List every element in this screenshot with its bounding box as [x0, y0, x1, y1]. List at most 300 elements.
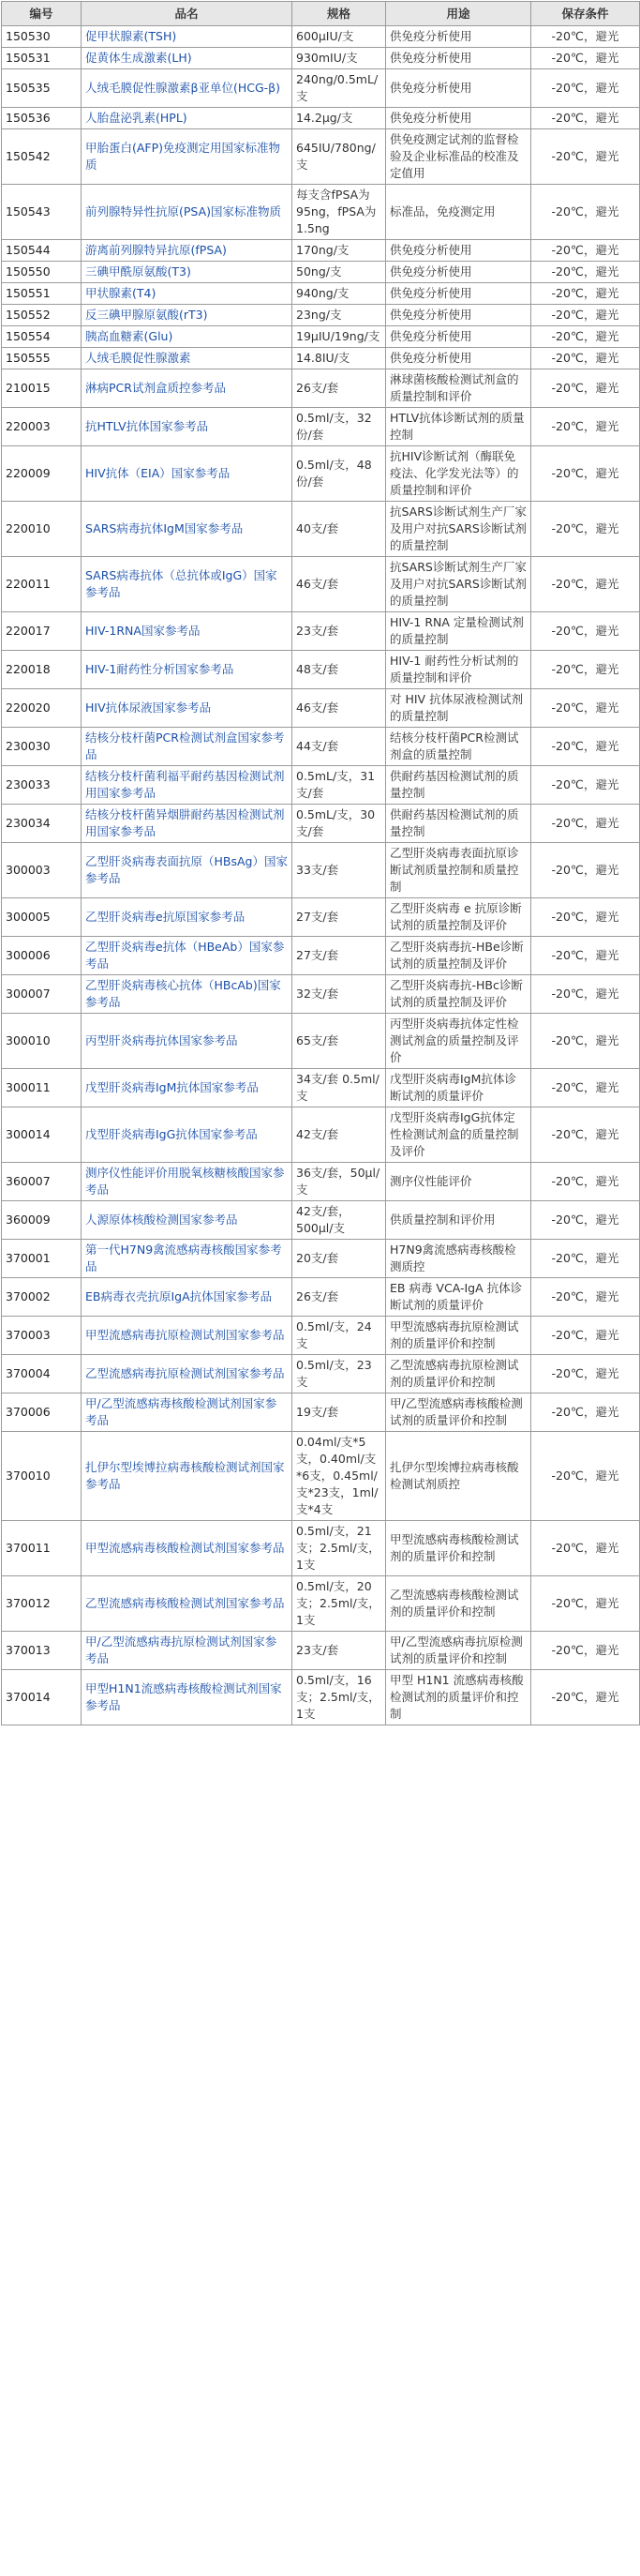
table-row — [2, 1240, 640, 1278]
product-name-link[interactable]: EB病毒衣壳抗原IgA抗体国家参考品 — [85, 1289, 273, 1303]
use-cell: 供免疫分析使用 — [386, 283, 531, 305]
storage-cell: -20℃，避光 — [531, 975, 640, 1014]
spec-cell: 20支/套 — [292, 1240, 386, 1278]
table-row — [2, 728, 640, 766]
storage-cell: -20℃，避光 — [531, 898, 640, 937]
storage-cell: -20℃，避光 — [531, 1201, 640, 1240]
table-row — [2, 1201, 640, 1240]
use-cell: 乙型流感病毒核酸检测试剂的质量评价和控制 — [386, 1576, 531, 1632]
name-cell — [82, 1163, 292, 1201]
code-cell: 370011 — [2, 1521, 82, 1576]
code-cell: 300010 — [2, 1014, 82, 1069]
product-name-link[interactable]: 前列腺特异性抗原(PSA)国家标准物质 — [85, 204, 282, 218]
code-cell: 150554 — [2, 326, 82, 348]
spec-cell: 26支/套 — [292, 1278, 386, 1317]
product-name-link[interactable]: 甲型H1N1流感病毒核酸检测试剂国家参考品 — [85, 1681, 282, 1712]
code-cell: 150552 — [2, 305, 82, 326]
code-cell: 370006 — [2, 1393, 82, 1432]
use-cell: HIV-1 耐药性分析试剂的质量控制和评价 — [386, 651, 531, 689]
table-row — [2, 689, 640, 728]
code-cell: 230030 — [2, 728, 82, 766]
use-cell: 供免疫分析使用 — [386, 26, 531, 48]
spec-cell: 0.5ml/支，24支 — [292, 1317, 386, 1355]
name-cell — [82, 766, 292, 805]
storage-cell: -20℃，避光 — [531, 1163, 640, 1201]
table-row — [2, 305, 640, 326]
header-storage: 保存条件 — [531, 2, 640, 26]
spec-cell: 27支/套 — [292, 937, 386, 975]
product-name-link[interactable]: 结核分枝杆菌利福平耐药基因检测试剂用国家参考品 — [85, 769, 285, 800]
use-cell: 供免疫测定试剂的监督检验及企业标准品的校准及定值用 — [386, 129, 531, 185]
storage-cell: -20℃，避光 — [531, 502, 640, 557]
use-cell: 供耐药基因检测试剂的质量控制 — [386, 766, 531, 805]
name-cell — [82, 369, 292, 408]
table-row — [2, 843, 640, 898]
storage-cell: -20℃，避光 — [531, 805, 640, 843]
name-cell — [82, 937, 292, 975]
use-cell: HIV-1 RNA 定量检测试剂的质量控制 — [386, 612, 531, 651]
name-cell — [82, 348, 292, 369]
use-cell: 供免疫分析使用 — [386, 69, 531, 108]
use-cell: 对 HIV 抗体尿液检测试剂的质量控制 — [386, 689, 531, 728]
use-cell: 抗SARS诊断试剂生产厂家及用户对抗SARS诊断试剂的质量控制 — [386, 557, 531, 612]
use-cell: 供免疫分析使用 — [386, 108, 531, 129]
product-name-link[interactable]: HIV抗体尿液国家参考品 — [85, 700, 212, 715]
code-cell: 300011 — [2, 1069, 82, 1107]
spec-cell: 0.5ml/支，23支 — [292, 1355, 386, 1393]
name-cell — [82, 283, 292, 305]
name-cell — [82, 1014, 292, 1069]
storage-cell: -20℃，避光 — [531, 26, 640, 48]
code-cell: 150542 — [2, 129, 82, 185]
table-row — [2, 1317, 640, 1355]
product-name-link[interactable]: 乙型肝炎病毒核心抗体（HBcAb)国家参考品 — [85, 978, 281, 1009]
code-cell: 220009 — [2, 446, 82, 502]
spec-cell: 0.04ml/支*5支，0.40ml/支*6支，0.45ml/支*23支，1ml/支*4支 — [292, 1432, 386, 1521]
use-cell: 结核分枝杆菌PCR检测试剂盒的质量控制 — [386, 728, 531, 766]
name-cell — [82, 898, 292, 937]
name-cell — [82, 1632, 292, 1670]
spec-cell: 19支/套 — [292, 1393, 386, 1432]
table-row — [2, 408, 640, 446]
product-name-link[interactable]: 第一代H7N9禽流感病毒核酸国家参考品 — [85, 1243, 282, 1273]
table-row — [2, 612, 640, 651]
product-name-link[interactable]: 人胎盘泌乳素(HPL) — [85, 111, 187, 125]
storage-cell: -20℃，避光 — [531, 1107, 640, 1163]
spec-cell: 50ng/支 — [292, 262, 386, 283]
use-cell: 供免疫分析使用 — [386, 240, 531, 262]
storage-cell: -20℃，避光 — [531, 1521, 640, 1576]
name-cell — [82, 305, 292, 326]
code-cell: 150544 — [2, 240, 82, 262]
product-name-link[interactable]: 测序仪性能评价用脱氧核糖核酸国家参考品 — [85, 1166, 285, 1197]
name-cell — [82, 1107, 292, 1163]
product-name-link[interactable]: 甲/乙型流感病毒核酸检测试剂国家参考品 — [85, 1396, 277, 1427]
use-cell: 戊型肝炎病毒IgG抗体定性检测试剂盒的质量控制及评价 — [386, 1107, 531, 1163]
table-row — [2, 262, 640, 283]
use-cell: 甲型流感病毒抗原检测试剂的质量评价和控制 — [386, 1317, 531, 1355]
spec-cell: 23ng/支 — [292, 305, 386, 326]
use-cell: 乙型肝炎病毒 e 抗原诊断试剂的质量控制及评价 — [386, 898, 531, 937]
code-cell: 370003 — [2, 1317, 82, 1355]
spec-cell: 0.5ml/支，20支；2.5ml/支，1支 — [292, 1576, 386, 1632]
product-name-link[interactable]: 甲型流感病毒核酸检测试剂国家参考品 — [85, 1541, 285, 1555]
table-row — [2, 975, 640, 1014]
spec-cell: 33支/套 — [292, 843, 386, 898]
table-row — [2, 69, 640, 108]
spec-cell: 46支/套 — [292, 557, 386, 612]
storage-cell: -20℃，避光 — [531, 69, 640, 108]
name-cell — [82, 1201, 292, 1240]
table-row — [2, 1670, 640, 1725]
storage-cell: -20℃，避光 — [531, 1317, 640, 1355]
code-cell: 150531 — [2, 48, 82, 69]
name-cell — [82, 262, 292, 283]
code-cell: 370014 — [2, 1670, 82, 1725]
product-name-link[interactable]: 扎伊尔型埃博拉病毒核酸检测试剂国家参考品 — [85, 1460, 285, 1491]
spec-cell: 170ng/支 — [292, 240, 386, 262]
table-row — [2, 1163, 640, 1201]
code-cell: 370012 — [2, 1576, 82, 1632]
use-cell: 甲/乙型流感病毒核酸检测试剂的质量评价和控制 — [386, 1393, 531, 1432]
table-row — [2, 326, 640, 348]
table-row — [2, 1393, 640, 1432]
header-spec: 规格 — [292, 2, 386, 26]
table-header-row — [2, 2, 640, 26]
spec-cell: 940ng/支 — [292, 283, 386, 305]
spec-cell: 36支/套，50μl/支 — [292, 1163, 386, 1201]
use-cell: 供免疫分析使用 — [386, 348, 531, 369]
use-cell: 戊型肝炎病毒IgM抗体诊断试剂的质量评价 — [386, 1069, 531, 1107]
product-name-link[interactable]: 反三碘甲腺原氨酸(rT3) — [85, 308, 208, 322]
product-name-link[interactable]: 乙型肝炎病毒e抗体（HBeAb）国家参考品 — [85, 940, 285, 971]
code-cell: 150550 — [2, 262, 82, 283]
code-cell: 150536 — [2, 108, 82, 129]
name-cell — [82, 240, 292, 262]
table-row — [2, 937, 640, 975]
use-cell: 供免疫分析使用 — [386, 48, 531, 69]
name-cell — [82, 1355, 292, 1393]
table-body — [2, 26, 640, 1725]
name-cell — [82, 26, 292, 48]
storage-cell: -20℃，避光 — [531, 408, 640, 446]
spec-cell: 每支含fPSA为95ng，fPSA为1.5ng — [292, 185, 386, 240]
header-code: 编号 — [2, 2, 82, 26]
name-cell — [82, 502, 292, 557]
storage-cell: -20℃，避光 — [531, 1632, 640, 1670]
name-cell — [82, 1278, 292, 1317]
code-cell: 300014 — [2, 1107, 82, 1163]
name-cell — [82, 408, 292, 446]
use-cell: 淋球菌核酸检测试剂盒的质量控制和评价 — [386, 369, 531, 408]
use-cell: 甲型流感病毒核酸检测试剂的质量评价和控制 — [386, 1521, 531, 1576]
table-row — [2, 283, 640, 305]
spec-cell: 42支/套 — [292, 1107, 386, 1163]
product-name-link[interactable]: 三碘甲酰原氨酸(T3) — [85, 264, 191, 279]
table-row — [2, 240, 640, 262]
code-cell: 150555 — [2, 348, 82, 369]
spec-cell: 600μIU/支 — [292, 26, 386, 48]
header-name: 品名 — [82, 2, 292, 26]
reference-materials-table — [1, 1, 640, 1725]
storage-cell: -20℃，避光 — [531, 348, 640, 369]
product-name-link[interactable]: 淋病PCR试剂盒质控参考品 — [85, 381, 226, 395]
table-row — [2, 1632, 640, 1670]
spec-cell: 65支/套 — [292, 1014, 386, 1069]
code-cell: 300007 — [2, 975, 82, 1014]
spec-cell: 27支/套 — [292, 898, 386, 937]
spec-cell: 0.5ml/支，16支；2.5ml/支，1支 — [292, 1670, 386, 1725]
storage-cell: -20℃，避光 — [531, 1278, 640, 1317]
use-cell: 供质量控制和评价用 — [386, 1201, 531, 1240]
code-cell: 230034 — [2, 805, 82, 843]
name-cell — [82, 612, 292, 651]
name-cell — [82, 1317, 292, 1355]
use-cell: 抗HIV诊断试剂（酶联免疫法、化学发光法等）的质量控制和评价 — [386, 446, 531, 502]
spec-cell: 46支/套 — [292, 689, 386, 728]
code-cell: 150535 — [2, 69, 82, 108]
name-cell — [82, 1432, 292, 1521]
use-cell: 甲/乙型流感病毒抗原检测试剂的质量评价和控制 — [386, 1632, 531, 1670]
table-row — [2, 48, 640, 69]
code-cell: 230033 — [2, 766, 82, 805]
storage-cell: -20℃，避光 — [531, 1393, 640, 1432]
table-row — [2, 446, 640, 502]
name-cell — [82, 48, 292, 69]
storage-cell: -20℃，避光 — [531, 843, 640, 898]
table-row — [2, 805, 640, 843]
spec-cell: 645IU/780ng/支 — [292, 129, 386, 185]
table-row — [2, 185, 640, 240]
storage-cell: -20℃，避光 — [531, 1355, 640, 1393]
product-name-link[interactable]: 结核分枝杆菌异烟肼耐药基因检测试剂用国家参考品 — [85, 807, 285, 838]
storage-cell: -20℃，避光 — [531, 129, 640, 185]
use-cell: 乙型肝炎病毒表面抗原诊断试剂质量控制和质量控制 — [386, 843, 531, 898]
product-name-link[interactable]: 结核分枝杆菌PCR检测试剂盒国家参考品 — [85, 731, 285, 761]
spec-cell: 0.5mL/支，31支/套 — [292, 766, 386, 805]
name-cell — [82, 728, 292, 766]
table-row — [2, 129, 640, 185]
use-cell: 供免疫分析使用 — [386, 305, 531, 326]
name-cell — [82, 1240, 292, 1278]
use-cell: 标准品，免疫测定用 — [386, 185, 531, 240]
name-cell — [82, 185, 292, 240]
code-cell: 220018 — [2, 651, 82, 689]
storage-cell: -20℃，避光 — [531, 557, 640, 612]
storage-cell: -20℃，避光 — [531, 766, 640, 805]
table-row — [2, 557, 640, 612]
product-name-link[interactable]: 抗HTLV抗体国家参考品 — [85, 419, 209, 433]
storage-cell: -20℃，避光 — [531, 262, 640, 283]
use-cell: H7N9禽流感病毒核酸检测质控 — [386, 1240, 531, 1278]
storage-cell: -20℃，避光 — [531, 689, 640, 728]
name-cell — [82, 326, 292, 348]
spec-cell: 26支/套 — [292, 369, 386, 408]
table-row — [2, 1014, 640, 1069]
storage-cell: -20℃，避光 — [531, 369, 640, 408]
name-cell — [82, 129, 292, 185]
spec-cell: 23支/套 — [292, 612, 386, 651]
spec-cell: 23支/套 — [292, 1632, 386, 1670]
spec-cell: 48支/套 — [292, 651, 386, 689]
use-cell: EB 病毒 VCA-IgA 抗体诊断试剂的质量评价 — [386, 1278, 531, 1317]
table-row — [2, 651, 640, 689]
product-name-link[interactable]: SARS病毒抗体IgM国家参考品 — [85, 521, 244, 535]
code-cell: 210015 — [2, 369, 82, 408]
name-cell — [82, 843, 292, 898]
spec-cell: 0.5ml/支，48份/套 — [292, 446, 386, 502]
table-row — [2, 348, 640, 369]
storage-cell: -20℃，避光 — [531, 326, 640, 348]
product-name-link[interactable]: 乙型肝炎病毒e抗原国家参考品 — [85, 910, 246, 924]
name-cell — [82, 805, 292, 843]
code-cell: 360007 — [2, 1163, 82, 1201]
code-cell: 300005 — [2, 898, 82, 937]
storage-cell: -20℃，避光 — [531, 108, 640, 129]
spec-cell: 240ng/0.5mL/支 — [292, 69, 386, 108]
spec-cell: 44支/套 — [292, 728, 386, 766]
code-cell: 220020 — [2, 689, 82, 728]
spec-cell: 42支/套，500μl/支 — [292, 1201, 386, 1240]
code-cell: 150543 — [2, 185, 82, 240]
product-name-link[interactable]: 游离前列腺特异抗原(fPSA) — [85, 243, 227, 257]
code-cell: 220010 — [2, 502, 82, 557]
storage-cell: -20℃，避光 — [531, 48, 640, 69]
storage-cell: -20℃，避光 — [531, 651, 640, 689]
product-name-link[interactable]: 戊型肝炎病毒IgG抗体国家参考品 — [85, 1127, 258, 1141]
storage-cell: -20℃，避光 — [531, 612, 640, 651]
code-cell: 220017 — [2, 612, 82, 651]
spec-cell: 0.5mL/支，30支/套 — [292, 805, 386, 843]
use-cell: 供耐药基因检测试剂的质量控制 — [386, 805, 531, 843]
use-cell: 甲型 H1N1 流感病毒核酸检测试剂的质量评价和控制 — [386, 1670, 531, 1725]
name-cell — [82, 446, 292, 502]
storage-cell: -20℃，避光 — [531, 446, 640, 502]
table-row — [2, 1278, 640, 1317]
use-cell: 抗SARS诊断试剂生产厂家及用户对抗SARS诊断试剂的质量控制 — [386, 502, 531, 557]
product-name-link[interactable]: 甲/乙型流感病毒抗原检测试剂国家参考品 — [85, 1634, 277, 1665]
product-name-link[interactable]: 甲胎蛋白(AFP)免疫测定用国家标准物质 — [85, 141, 281, 172]
table-row — [2, 766, 640, 805]
use-cell: HTLV抗体诊断试剂的质量控制 — [386, 408, 531, 446]
storage-cell: -20℃，避光 — [531, 1069, 640, 1107]
spec-cell: 0.5ml/支，32份/套 — [292, 408, 386, 446]
name-cell — [82, 1069, 292, 1107]
table-row — [2, 898, 640, 937]
storage-cell: -20℃，避光 — [531, 1240, 640, 1278]
code-cell: 370013 — [2, 1632, 82, 1670]
product-name-link[interactable]: 乙型肝炎病毒表面抗原（HBsAg）国家参考品 — [85, 854, 288, 885]
code-cell: 220011 — [2, 557, 82, 612]
table-row — [2, 108, 640, 129]
spec-cell: 930mIU/支 — [292, 48, 386, 69]
product-name-link[interactable]: 胰高血糖素(Glu) — [85, 329, 173, 343]
name-cell — [82, 108, 292, 129]
product-name-link[interactable]: 人绒毛膜促性腺激素β亚单位(HCG-β) — [85, 81, 281, 95]
code-cell: 370004 — [2, 1355, 82, 1393]
product-name-link[interactable]: 甲状腺素(T4) — [85, 286, 156, 300]
header-use: 用途 — [386, 2, 531, 26]
spec-cell: 14.2μg/支 — [292, 108, 386, 129]
code-cell: 360009 — [2, 1201, 82, 1240]
product-name-link[interactable]: SARS病毒抗体（总抗体或IgG）国家参考品 — [85, 568, 277, 599]
name-cell — [82, 1576, 292, 1632]
code-cell: 150530 — [2, 26, 82, 48]
storage-cell: -20℃，避光 — [531, 1432, 640, 1521]
use-cell: 乙型流感病毒抗原检测试剂的质量评价和控制 — [386, 1355, 531, 1393]
table-row — [2, 1576, 640, 1632]
spec-cell: 0.5ml/支，21支；2.5ml/支，1支 — [292, 1521, 386, 1576]
storage-cell: -20℃，避光 — [531, 305, 640, 326]
name-cell — [82, 651, 292, 689]
spec-cell: 34支/套 0.5ml/支 — [292, 1069, 386, 1107]
table-row — [2, 1355, 640, 1393]
code-cell: 370002 — [2, 1278, 82, 1317]
storage-cell: -20℃，避光 — [531, 240, 640, 262]
name-cell — [82, 975, 292, 1014]
spec-cell: 19μIU/19ng/支 — [292, 326, 386, 348]
use-cell: 乙型肝炎病毒抗-HBe诊断试剂的质量控制及评价 — [386, 937, 531, 975]
storage-cell: -20℃，避光 — [531, 283, 640, 305]
name-cell — [82, 689, 292, 728]
name-cell — [82, 1521, 292, 1576]
product-name-link[interactable]: 乙型流感病毒核酸检测试剂国家参考品 — [85, 1596, 285, 1610]
name-cell — [82, 557, 292, 612]
table-row — [2, 1069, 640, 1107]
code-cell: 220003 — [2, 408, 82, 446]
use-cell: 乙型肝炎病毒抗-HBc诊断试剂的质量控制及评价 — [386, 975, 531, 1014]
use-cell: 扎伊尔型埃博拉病毒核酸检测试剂质控 — [386, 1432, 531, 1521]
product-name-link[interactable]: 乙型流感病毒抗原检测试剂国家参考品 — [85, 1366, 285, 1380]
storage-cell: -20℃，避光 — [531, 1014, 640, 1069]
use-cell: 测序仪性能评价 — [386, 1163, 531, 1201]
use-cell: 供免疫分析使用 — [386, 262, 531, 283]
product-name-link[interactable]: HIV-1RNA国家参考品 — [85, 624, 201, 638]
storage-cell: -20℃，避光 — [531, 185, 640, 240]
code-cell: 370001 — [2, 1240, 82, 1278]
product-name-link[interactable]: HIV抗体（EIA）国家参考品 — [85, 466, 231, 480]
table-row — [2, 26, 640, 48]
storage-cell: -20℃，避光 — [531, 1576, 640, 1632]
spec-cell: 14.8IU/支 — [292, 348, 386, 369]
name-cell — [82, 1670, 292, 1725]
table-row — [2, 502, 640, 557]
table-row — [2, 1107, 640, 1163]
use-cell: 丙型肝炎病毒抗体定性检测试剂盒的质量控制及评价 — [386, 1014, 531, 1069]
code-cell: 150551 — [2, 283, 82, 305]
product-name-link[interactable]: 促甲状腺素(TSH) — [85, 29, 177, 43]
table-row — [2, 1521, 640, 1576]
product-name-link[interactable]: 丙型肝炎病毒抗体国家参考品 — [85, 1033, 238, 1047]
storage-cell: -20℃，避光 — [531, 937, 640, 975]
product-name-link[interactable]: 甲型流感病毒抗原检测试剂国家参考品 — [85, 1328, 285, 1342]
storage-cell: -20℃，避光 — [531, 728, 640, 766]
product-name-link[interactable]: HIV-1耐药性分析国家参考品 — [85, 662, 234, 676]
table-row — [2, 1432, 640, 1521]
code-cell: 300003 — [2, 843, 82, 898]
spec-cell: 40支/套 — [292, 502, 386, 557]
use-cell: 供免疫分析使用 — [386, 326, 531, 348]
product-name-link[interactable]: 人绒毛膜促性腺激素 — [85, 351, 191, 365]
product-name-link[interactable]: 促黄体生成激素(LH) — [85, 51, 192, 65]
name-cell — [82, 1393, 292, 1432]
spec-cell: 32支/套 — [292, 975, 386, 1014]
code-cell: 370010 — [2, 1432, 82, 1521]
product-name-link[interactable]: 戊型肝炎病毒IgM抗体国家参考品 — [85, 1080, 259, 1094]
code-cell: 300006 — [2, 937, 82, 975]
product-name-link[interactable]: 人源原体核酸检测国家参考品 — [85, 1213, 238, 1227]
name-cell — [82, 69, 292, 108]
